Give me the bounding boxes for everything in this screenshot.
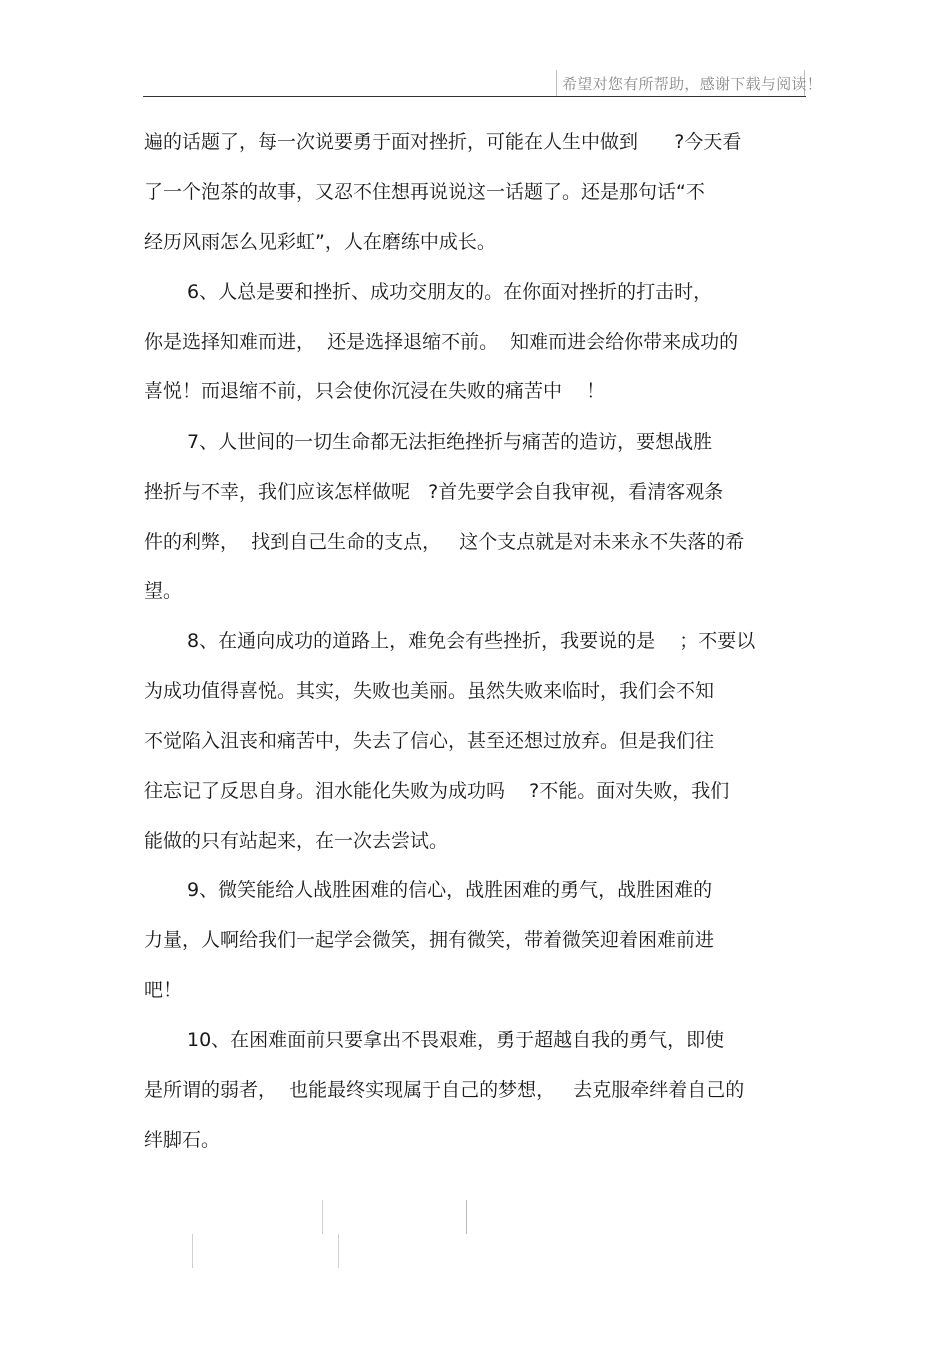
text-line: 经历风雨怎么见彩虹”，人在磨练中成长。	[144, 231, 496, 253]
text-line: 不觉陷入沮丧和痛苦中，失去了信心，甚至还想过放弃。但是我们往	[144, 730, 715, 752]
text-line: 为成功值得喜悦。其实，失败也美丽。虽然失败来临时，我们会不知	[144, 680, 715, 702]
text-line: 遍的话题了，每一次说要勇于面对挫折，可能在人生中做到 ?今天看	[144, 131, 742, 153]
scan-artifact-line	[338, 1234, 339, 1268]
scan-artifact-line	[192, 1234, 193, 1268]
text-line: 能做的只有站起来，在一次去尝试。	[144, 830, 449, 852]
header-tagline: 希望对您有所帮助，感谢下载与阅读！	[562, 75, 823, 93]
text-line: 吧！	[144, 979, 183, 1001]
paragraph-10-start: 10、在困难面前只要拿出不畏艰难，勇于超越自我的勇气，即使	[187, 1029, 725, 1051]
paragraph-8-start: 8、在通向成功的道路上，难免会有些挫折，我要说的是 ；不要以	[187, 630, 756, 652]
paragraph-6-start: 6、人总是要和挫折、成功交朋友的。在你面对挫折的打击时，	[187, 281, 713, 303]
text-line: 件的利弊， 找到自己生命的支点， 这个支点就是对未来永不失落的希	[144, 531, 745, 553]
paragraph-7-start: 7、人世间的一切生命都无法拒绝挫折与痛苦的造访，要想战胜	[187, 431, 713, 453]
scan-artifact-line	[466, 1200, 467, 1234]
text-line: 往忘记了反思自身。泪水能化失败为成功吗 ?不能。面对失败，我们	[144, 780, 730, 802]
scan-artifact-line	[322, 1200, 323, 1234]
text-line: 力量，人啊给我们一起学会微笑，拥有微笑，带着微笑迎着困难前进	[144, 929, 715, 951]
text-line: 挫折与不幸，我们应该怎样做呢 ?首先要学会自我审视，看清客观条	[144, 481, 724, 503]
text-line: 望。	[144, 580, 183, 602]
text-line: 绊脚石。	[144, 1129, 221, 1151]
text-line: 是所谓的弱者， 也能最终实现属于自己的梦想， 去克服牵绊着自己的	[144, 1079, 745, 1101]
paragraph-9-start: 9、微笑能给人战胜困难的信心，战胜困难的勇气，战胜困难的	[187, 879, 713, 901]
text-line: 喜悦！而退缩不前，只会使你沉浸在失败的痛苦中 ！	[144, 380, 606, 402]
text-line: 了一个泡茶的故事，又忍不住想再说说这一话题了。还是那句话“不	[144, 181, 705, 203]
text-line: 你是选择知难而进， 还是选择退缩不前。 知难而进会给你带来成功的	[144, 331, 739, 353]
